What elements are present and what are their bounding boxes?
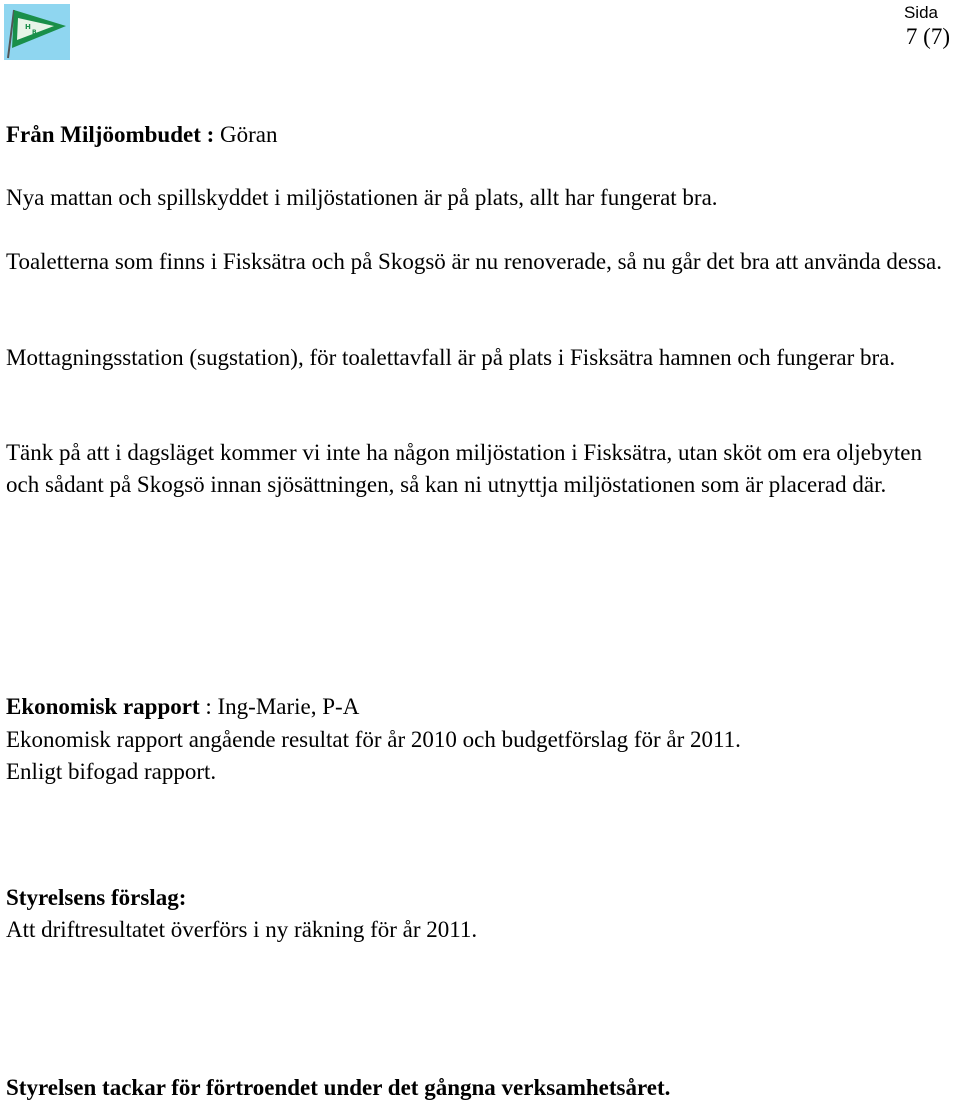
miljo-paragraph-4: Tänk på att i dagsläget kommer vi inte ha någon miljöstation i Fisksätra, utan sköt om era oljebyten och sådant på Skogsö innan sjösättningen, så kan ni utnyttja miljöstationen som är placerad där.	[6, 440, 922, 497]
miljo-paragraph-1: Nya mattan och spillskyddet i miljöstationen är på plats, allt har fungerat bra.	[6, 185, 718, 210]
svg-text:H: H	[25, 23, 31, 31]
ekonomi-heading-names: : Ing-Marie, P-A	[199, 694, 360, 719]
miljo-paragraph-3: Mottagningsstation (sugstation), för toalettavfall är på plats i Fisksätra hamnen och fungerar bra.	[6, 345, 896, 370]
club-logo	[4, 4, 70, 60]
miljo-heading-name: Göran	[214, 122, 278, 147]
miljo-paragraph-2: Toaletterna som finns i Fisksätra och på Skogsö är nu renoverade, så nu går det bra att använda dessa.	[6, 249, 942, 274]
page-label: Sida	[903, 3, 938, 22]
miljo-heading-bold: Från Miljöombudet :	[6, 122, 215, 147]
ekonomi-heading	[6, 691, 956, 723]
page-number: 7 (7)	[905, 24, 950, 49]
forslag-line: Att driftresultatet överförs i ny räkning för år 2011.	[6, 917, 478, 942]
forslag-heading: Styrelsens förslag:	[6, 885, 187, 910]
ekonomi-line-1: Ekonomisk rapport angående resultat för år 2010 och budgetförslag för år 2011.	[6, 727, 741, 752]
ekonomi-line-2: Enligt bifogad rapport.	[6, 759, 217, 784]
svg-text:B: B	[32, 29, 37, 36]
miljo-heading	[6, 119, 956, 151]
ekonomi-heading-bold: Ekonomisk rapport	[6, 694, 200, 719]
club-pennant-flag-icon	[4, 4, 70, 60]
closing-statement: Styrelsen tackar för förtroendet under det gångna verksamhetsåret.	[6, 1075, 671, 1100]
